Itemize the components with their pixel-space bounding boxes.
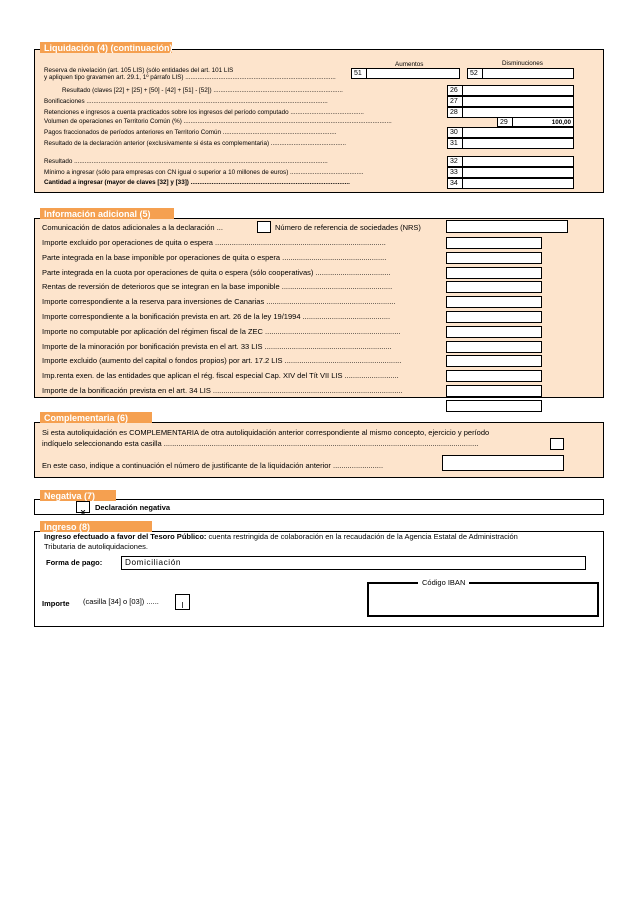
- justificante-label: En este caso, indique a continuación el número de justificante de la liquidación anterior ........................: [42, 461, 384, 470]
- info-row-input[interactable]: [446, 281, 542, 293]
- field-26-input[interactable]: [462, 85, 574, 96]
- info-row-input[interactable]: [446, 267, 542, 279]
- field-31-input[interactable]: [462, 138, 574, 149]
- liquidacion-title: Liquidación (4) (continuación): [40, 42, 172, 53]
- forma-pago-value: Domiciliación: [125, 558, 182, 567]
- info-row-input[interactable]: [446, 400, 542, 412]
- ingreso-header-line2: Tributaria de autoliquidaciones.: [44, 542, 148, 551]
- row-34-label: Cantidad a ingresar (mayor de claves [32] y [33]) ...........................................................................................: [44, 179, 350, 186]
- info-row-input[interactable]: [446, 252, 542, 264]
- complementaria-title: Complementaria (6): [40, 412, 152, 423]
- complementaria-checkbox[interactable]: [550, 438, 564, 450]
- info-row-input[interactable]: [446, 385, 542, 397]
- info-row-label: Importe correspondiente a la bonificación prevista en art. 26 de la ley 19/1994 ..........................................: [42, 312, 391, 321]
- field-33-input[interactable]: [462, 167, 574, 178]
- row-32-label: Resultado .................................................................................................................................................: [44, 158, 328, 165]
- ingreso-title: Ingreso (8): [40, 521, 152, 532]
- forma-pago-label: Forma de pago:: [46, 558, 103, 567]
- importe-value: I: [181, 601, 184, 610]
- importe-field[interactable]: [175, 594, 190, 610]
- iban-box[interactable]: [367, 582, 599, 617]
- field-52-input[interactable]: [482, 68, 574, 79]
- row-31-label: Resultado de la declaración anterior (exclusivamente si ésta es complementaria) ...........................................: [44, 140, 347, 147]
- info-row-input[interactable]: [446, 370, 542, 382]
- col-aumentos-header: Aumentos: [395, 61, 424, 68]
- ingreso-header-line1: [44, 532, 518, 541]
- info-row-label: Imp.renta exen. de las entidades que aplican el rég. fiscal especial Cap. XIV del Tít VII LIS ..........................: [42, 371, 399, 381]
- info-row-label: Importe excluido (aumento del capital o fondos propios) por art. 17.2 LIS ........................................................: [42, 356, 402, 366]
- info-row-input[interactable]: [446, 237, 542, 249]
- info-row-label: Importe de la minoración por bonificación prevista en el art. 33 LIS .............................................................: [42, 341, 392, 351]
- info-row-label: Importe de la bonificación prevista en el art. 34 LIS ...........................................................................................: [42, 386, 403, 395]
- key-33-box: 33: [447, 167, 463, 178]
- key-29-box: 29: [497, 117, 513, 127]
- comunicacion-label: Comunicación de datos adicionales a la declaración ...: [42, 223, 223, 232]
- info-row-label: Importe correspondiente a la reserva para inversiones de Canarias ..............................................................: [42, 297, 396, 307]
- nrs-label: Número de referencia de sociedades (NRS): [275, 223, 421, 232]
- justificante-input[interactable]: [442, 455, 564, 471]
- ingreso-header-bold: Ingreso efectuado a favor del Tesoro Público:: [44, 532, 207, 541]
- row-28-label: Retenciones e ingresos a cuenta practicados sobre los ingresos del período computado ..........................................: [44, 109, 364, 116]
- info-row-input[interactable]: [446, 311, 542, 323]
- comunicacion-checkbox[interactable]: [257, 221, 271, 233]
- info-row-input[interactable]: [446, 326, 542, 338]
- forma-pago-field[interactable]: [121, 556, 586, 570]
- info-row-label: Parte integrada en la cuota por operaciones de quita o espera (sólo cooperativas) ....................................: [42, 267, 391, 277]
- key-32-box: 32: [447, 156, 463, 167]
- ingreso-header-rest: cuenta restringida de colaboración en la recaudación de la Agencia Estatal de Administración: [206, 532, 518, 541]
- iban-label: Código IBAN: [418, 578, 469, 587]
- info-row-label: Importe no computable por aplicación del régimen fiscal de la ZEC .................................................................: [42, 326, 401, 336]
- key-51-box: 51: [351, 68, 367, 79]
- key-30-box: 30: [447, 127, 463, 138]
- reserva-label-line2: y apliquen tipo gravamen art. 29.1, 1º párrafo LIS) ......................................................................................: [44, 74, 336, 81]
- field-27-input[interactable]: [462, 96, 574, 107]
- key-34-box: 34: [447, 178, 463, 189]
- reserva-label-line1: Reserva de nivelación (art. 105 LIS) (sólo entidades del art. 101 LIS: [44, 67, 234, 74]
- field-32-input[interactable]: [462, 156, 574, 167]
- negativa-label: Declaración negativa: [95, 503, 171, 512]
- key-52-box: 52: [467, 68, 483, 79]
- info-row-label: Rentas de reversión de deterioros que se integran en la base imponible .....................................................: [42, 282, 393, 292]
- row-30-label: Pagos fraccionados de períodos anteriores en Territorio Común .................................................................: [44, 129, 337, 136]
- complementaria-text-line2: indíquelo seleccionando esta casilla .......................................................................................................................................................: [42, 439, 479, 448]
- complementaria-text-line1: Si esta autoliquidación es COMPLEMENTARIA de otra autoliquidación anterior correspondiente al mismo concepto, ejercicio y período: [42, 428, 490, 437]
- info-row-input[interactable]: [446, 341, 542, 353]
- volumen-label: Volumen de operaciones en Territorio Común (%) .......................................................................................................................: [44, 118, 392, 125]
- info-row-label: Parte integrada en la base imponible por operaciones de quita o espera ..................................................: [42, 252, 387, 262]
- key-26-box: 26: [447, 85, 463, 96]
- negativa-checkbox[interactable]: [76, 501, 90, 517]
- key-27-box: 27: [447, 96, 463, 107]
- info-row-input[interactable]: [446, 355, 542, 367]
- col-disminuciones-header: Disminuciones: [502, 60, 543, 67]
- field-51-input[interactable]: [366, 68, 460, 79]
- field-29-input[interactable]: [512, 117, 574, 127]
- informacion-title: Información adicional (5): [40, 208, 174, 219]
- row-26-label: Resultado (claves [22] + [25] + [50] - [42] + [51] - [52]) ..........................................................................: [62, 87, 343, 94]
- volumen-value: 100,00: [551, 119, 571, 126]
- importe-label: Importe: [42, 599, 70, 608]
- info-row-label: Importe excluido por operaciones de quita o espera ..................................................................................: [42, 238, 386, 247]
- row-27-label: Bonificaciones ..........................................................................................................................................: [44, 98, 328, 105]
- info-row-input[interactable]: [446, 296, 542, 308]
- row-33-label: Mínimo a ingresar (sólo para empresas con CN igual o superior a 10 millones de euros) ..........................................: [44, 169, 364, 176]
- key-31-box: 31: [447, 138, 463, 149]
- nrs-input[interactable]: [446, 220, 568, 233]
- negativa-title: Negativa (7): [40, 490, 116, 501]
- field-34-input[interactable]: [462, 178, 574, 189]
- importe-hint: (casilla [34] o [03]) ......: [83, 597, 159, 606]
- negativa-mark: X: [80, 508, 86, 517]
- field-30-input[interactable]: [462, 127, 574, 138]
- key-28-box: 28: [447, 107, 463, 118]
